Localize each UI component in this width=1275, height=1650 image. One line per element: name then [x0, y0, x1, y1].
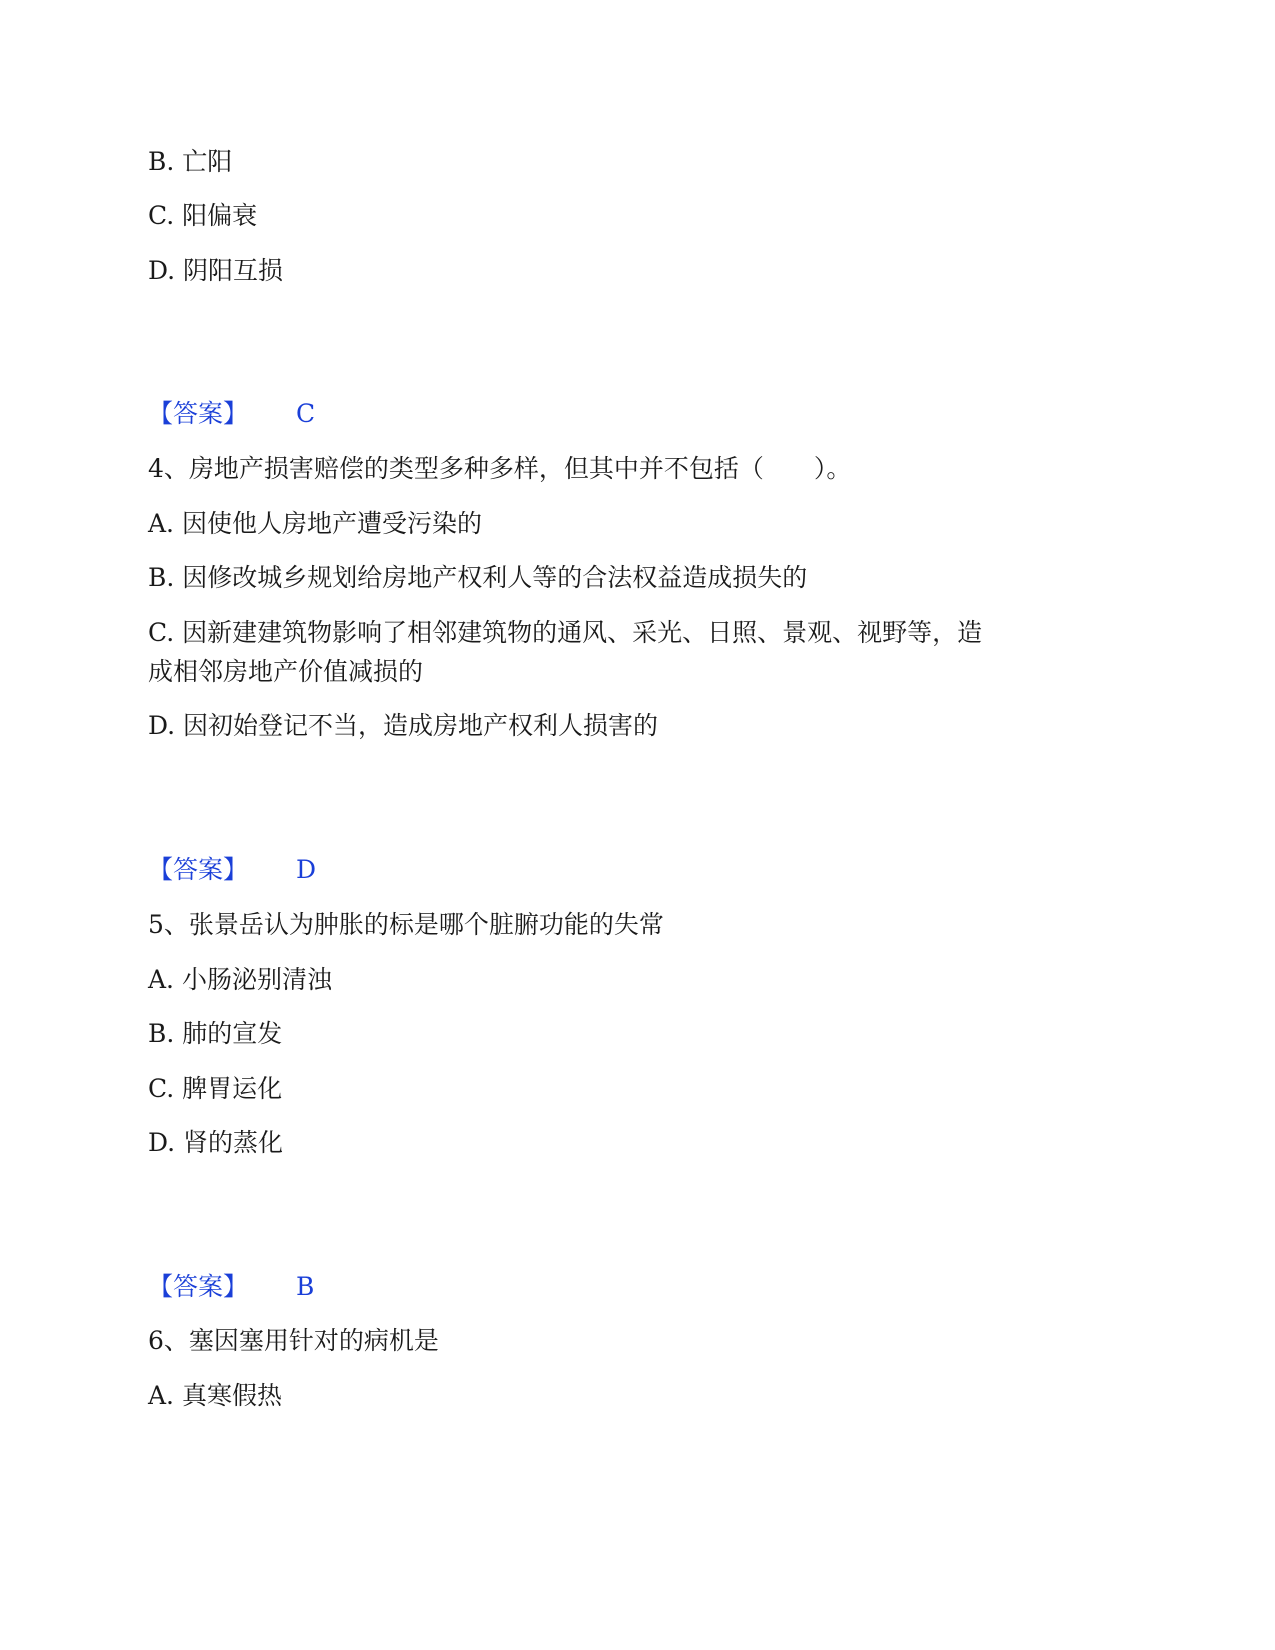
option-b-prev: B. 亡阳 — [148, 147, 233, 176]
question-4-option-c-line2: 成相邻房地产价值减损的 — [148, 657, 424, 686]
option-c-prev: C. 阳偏衰 — [148, 201, 258, 230]
answer-label: 【答案】 — [148, 399, 249, 428]
answer-line-3 — [148, 394, 315, 434]
question-4-option-c-line1: C. 因新建建筑物影响了相邻建筑物的通风、采光、日照、景观、视野等，造 — [148, 618, 983, 647]
answer-value: B — [296, 1272, 315, 1301]
answer-line-4 — [148, 850, 316, 890]
question-6-stem: 6、塞因塞用针对的病机是 — [148, 1326, 439, 1355]
answer-value: D — [296, 855, 317, 884]
answer-label: 【答案】 — [148, 855, 249, 884]
question-6-option-a: A. 真寒假热 — [148, 1381, 282, 1410]
question-4-option-a: A. 因使他人房地产遭受污染的 — [148, 509, 482, 538]
question-4-stem: 4、房地产损害赔偿的类型多种多样，但其中并不包括（ ）。 — [148, 454, 852, 483]
option-d-prev: D. 阴阳互损 — [148, 256, 284, 285]
question-5-option-b: B. 肺的宣发 — [148, 1019, 283, 1048]
question-4-option-b: B. 因修改城乡规划给房地产权利人等的合法权益造成损失的 — [148, 563, 808, 592]
answer-value: C — [296, 399, 316, 428]
question-5-stem: 5、张景岳认为肿胀的标是哪个脏腑功能的失常 — [148, 910, 664, 939]
answer-line-5 — [148, 1267, 314, 1307]
answer-label: 【答案】 — [148, 1272, 249, 1301]
question-5-option-d: D. 肾的蒸化 — [148, 1128, 284, 1157]
question-5-option-c: C. 脾胃运化 — [148, 1074, 283, 1103]
question-4-option-d: D. 因初始登记不当，造成房地产权利人损害的 — [148, 711, 659, 740]
question-5-option-a: A. 小肠泌别清浊 — [148, 965, 332, 994]
